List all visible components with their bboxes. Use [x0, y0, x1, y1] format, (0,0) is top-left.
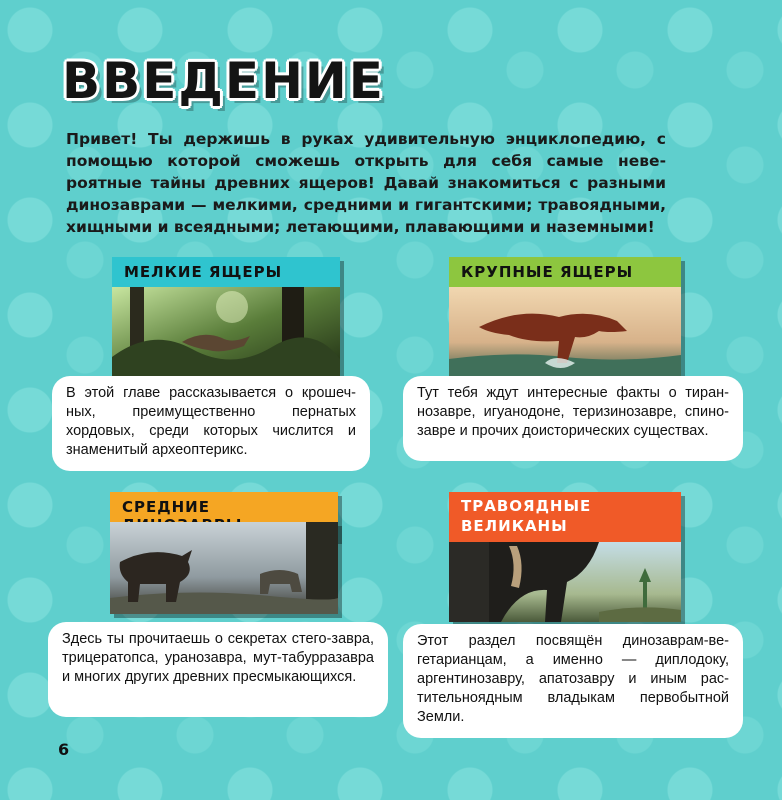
section-heading: КРУПНЫЕ ЯЩЕРЫ [461, 263, 634, 281]
section-text: В этой главе рассказывается о крошеч-ных, преимущественно пернатых хордовых, среди которых числится и знаменитый археоптерикс. [66, 385, 356, 458]
section-text: Тут тебя ждут интересные факты о тиран-нозавре, игуанодоне, теризинозавре, спино-завре и прочих доисторических существах. [417, 385, 729, 439]
section-illustration [449, 542, 681, 622]
section-illustration [449, 287, 681, 379]
section-heading: СРЕДНИЕ [122, 498, 210, 516]
tyrannosaurus-image [449, 287, 681, 379]
section-heading: МЕЛКИЕ ЯЩЕРЫ [124, 263, 283, 281]
section-illustration [110, 522, 338, 614]
section-description [403, 624, 743, 738]
triceratops-image [110, 522, 338, 614]
section-description [48, 622, 388, 717]
section-description [52, 376, 370, 471]
page-number: 6 [58, 740, 70, 759]
section-banner [449, 492, 681, 542]
intro-paragraph: Привет! Ты держишь в руках удивительную энциклопедию, с помощью которой сможешь открыть для себя самые неве-роятные тайны древних ящеров! Давай знакомиться с разными динозаврами — мелкими, средними и гигантскими; травоядными, хищными и всеядными; летающими, плавающими и наземными! [66, 130, 666, 236]
section-banner [449, 257, 681, 287]
sauropod-image [449, 542, 681, 622]
section-illustration [112, 287, 340, 379]
section-description [403, 376, 743, 461]
section-banner [112, 257, 340, 287]
section-text: Этот раздел посвящён динозаврам-ве-гетарианцам, а именно — диплодоку, аргентинозавру, апатозавру и иным рас-тительноядным владыкам первобытной Земли. [417, 633, 729, 725]
section-text: Здесь ты прочитаешь о секретах стего-завра, трицератопса, уранозавра, мут-табурразавра и многих других древних пресмыкающихся. [62, 631, 374, 685]
page-title: ВВЕДЕНИЕ [62, 52, 385, 110]
forest-dinosaur-image [112, 287, 340, 379]
section-heading: ТРАВОЯДНЫЕ ВЕЛИКАНЫ [461, 497, 592, 535]
